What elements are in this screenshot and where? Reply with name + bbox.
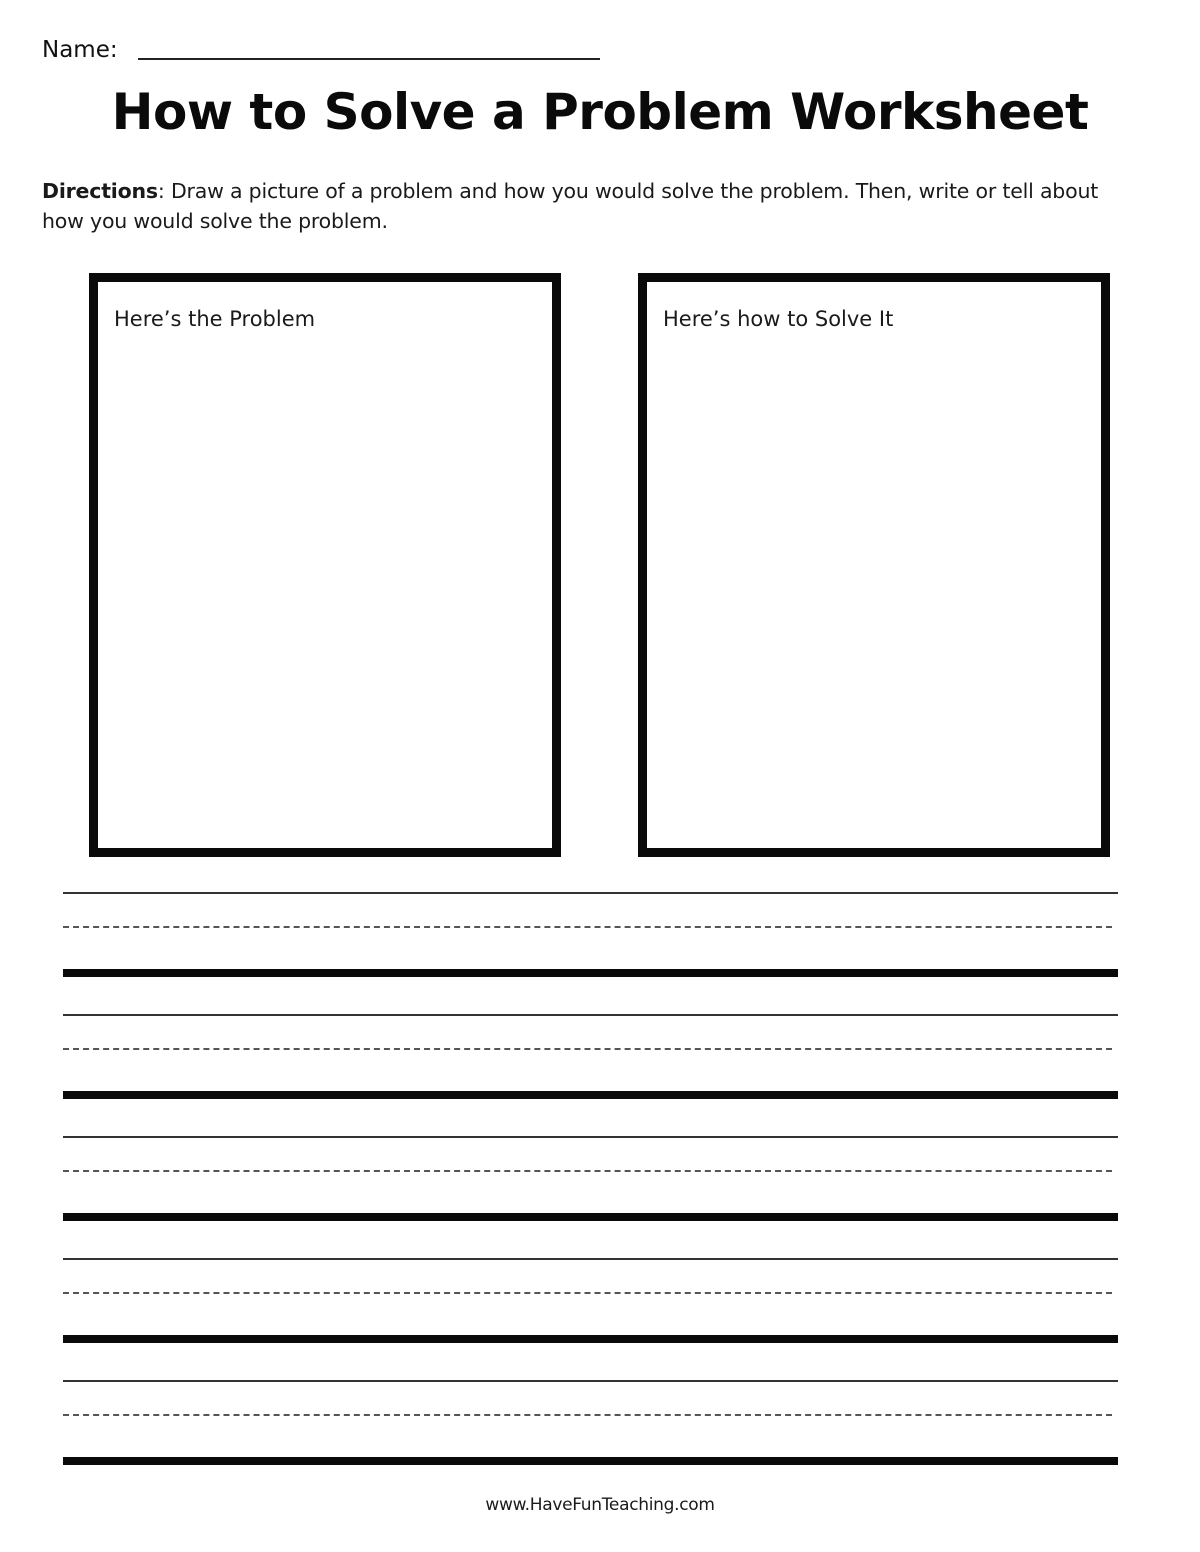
midline xyxy=(63,1414,1112,1416)
solution-drawing-box[interactable] xyxy=(638,273,1110,857)
midline xyxy=(63,1292,1112,1294)
writing-line[interactable] xyxy=(63,1373,1118,1495)
baseline xyxy=(63,1213,1118,1221)
name-label: Name: xyxy=(42,37,118,63)
writing-line[interactable] xyxy=(63,1129,1118,1251)
baseline xyxy=(63,1091,1118,1099)
baseline xyxy=(63,969,1118,977)
midline xyxy=(63,926,1112,928)
writing-line[interactable] xyxy=(63,1007,1118,1129)
midline xyxy=(63,1048,1112,1050)
writing-line[interactable] xyxy=(63,885,1118,1007)
top-line xyxy=(63,1258,1118,1260)
top-line xyxy=(63,1014,1118,1016)
solution-box-label: Here’s how to Solve It xyxy=(663,307,894,331)
name-field[interactable] xyxy=(138,58,600,60)
writing-area xyxy=(63,885,1118,1495)
top-line xyxy=(63,1136,1118,1138)
writing-line[interactable] xyxy=(63,1251,1118,1373)
name-row xyxy=(42,34,602,66)
problem-box-label: Here’s the Problem xyxy=(114,307,316,331)
footer-url: www.HaveFunTeaching.com xyxy=(485,1495,715,1515)
problem-drawing-box[interactable] xyxy=(89,273,561,857)
midline xyxy=(63,1170,1112,1172)
directions xyxy=(42,176,1127,236)
directions-text: : Draw a picture of a problem and how you would solve the problem. Then, write or tell about how you would solve the problem. xyxy=(42,179,1099,233)
top-line xyxy=(63,1380,1118,1382)
baseline xyxy=(63,1457,1118,1465)
directions-label: Directions xyxy=(42,179,158,203)
top-line xyxy=(63,892,1118,894)
baseline xyxy=(63,1335,1118,1343)
page-title: How to Solve a Problem Worksheet xyxy=(111,83,1089,141)
